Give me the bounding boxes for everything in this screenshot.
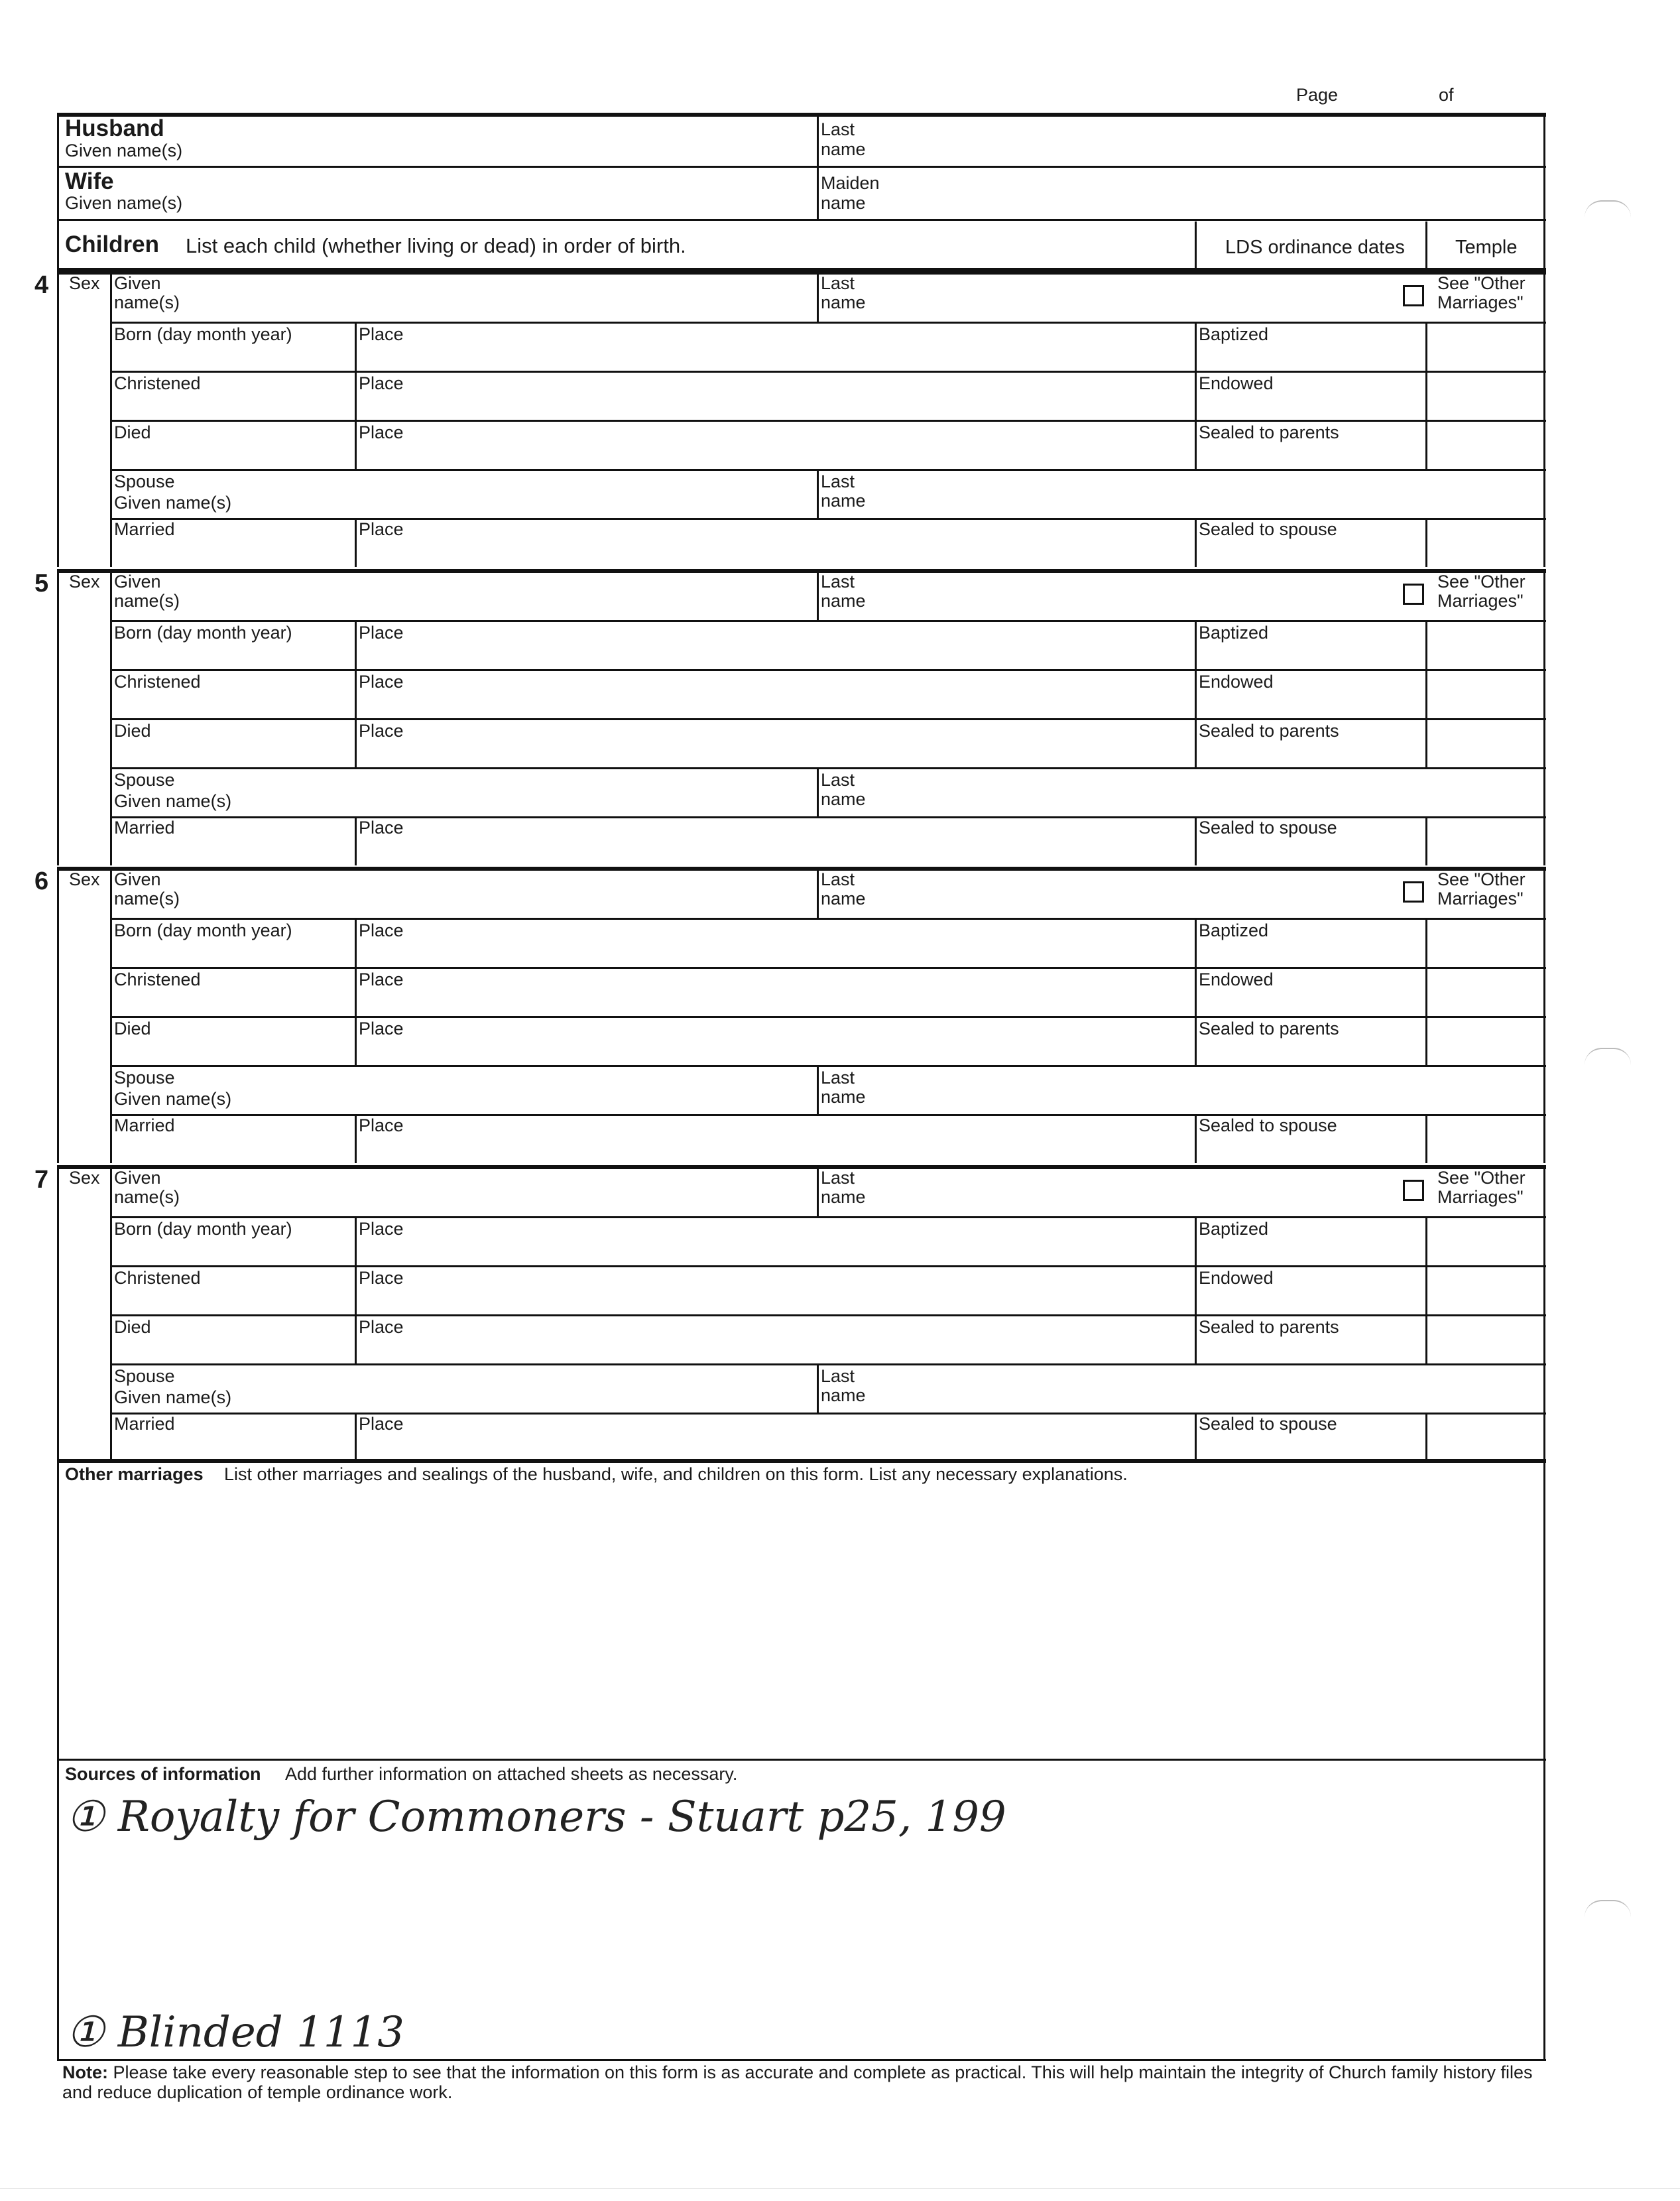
- sex-label: Sex: [69, 273, 100, 293]
- sources-instruction: Add further information on attached sheets as necessary.: [285, 1764, 738, 1784]
- rule: [1543, 113, 1545, 271]
- rule: [817, 469, 819, 518]
- rule: [57, 113, 59, 271]
- endowed-label: Endowed: [1199, 373, 1274, 393]
- sealed-to-spouse-label: Sealed to spouse: [1199, 1414, 1337, 1434]
- spouse-label: Spouse: [114, 1068, 175, 1088]
- sealed-to-spouse-label: Sealed to spouse: [1199, 818, 1337, 838]
- rule: [110, 867, 112, 1163]
- last-label-2: name: [821, 591, 866, 611]
- rule: [1543, 867, 1545, 1163]
- lds-ordinance-header: LDS ordinance dates: [1225, 237, 1405, 258]
- spouse-label: Spouse: [114, 1366, 175, 1386]
- christened-label: Christened: [114, 970, 201, 989]
- rule: [57, 219, 1546, 221]
- died-label: Died: [114, 422, 151, 442]
- rule: [817, 1363, 819, 1413]
- wife-maiden-label-2: name: [821, 193, 866, 213]
- died-place-label: Place: [359, 422, 404, 442]
- wife-given-label: Given name(s): [65, 193, 183, 213]
- rule: [111, 669, 1546, 671]
- married-place-label: Place: [359, 1414, 404, 1434]
- rule: [817, 1065, 819, 1114]
- scan-edge: [0, 2188, 1680, 2189]
- temple-header: Temple: [1455, 237, 1518, 258]
- rule: [111, 1265, 1546, 1267]
- given-label: Given: [114, 869, 161, 889]
- rule: [57, 569, 1546, 573]
- paper-edge-mark: [1585, 1048, 1631, 1065]
- see-other-marriages-label: See "Other: [1437, 572, 1526, 592]
- rule: [111, 718, 1546, 720]
- sex-label: Sex: [69, 1168, 100, 1188]
- husband-title: Husband: [65, 115, 164, 141]
- rule: [355, 620, 357, 767]
- rule: [57, 1165, 59, 1462]
- born-place-label: Place: [359, 324, 404, 344]
- rule: [57, 1759, 1546, 1761]
- rule: [1195, 518, 1197, 567]
- rule: [1425, 518, 1427, 567]
- christened-place-label: Place: [359, 970, 404, 989]
- other-marriages-checkbox[interactable]: [1403, 285, 1424, 306]
- see-other-marriages-label-2: Marriages": [1437, 1187, 1524, 1207]
- form-top-rule: [57, 113, 1546, 117]
- christened-label: Christened: [114, 1268, 201, 1288]
- rule: [57, 271, 59, 567]
- given-label-2: name(s): [114, 889, 180, 909]
- husband-given-label: Given name(s): [65, 141, 183, 160]
- rule: [57, 271, 1546, 275]
- christened-label: Christened: [114, 672, 201, 692]
- last-label-2: name: [821, 889, 866, 909]
- rule: [57, 867, 59, 1163]
- born-place-label: Place: [359, 1219, 404, 1239]
- note: [62, 2062, 1541, 2102]
- see-other-marriages-label-2: Marriages": [1437, 292, 1524, 312]
- rule: [355, 322, 357, 469]
- other-marriages-title: Other marriages: [65, 1464, 204, 1484]
- rule: [111, 371, 1546, 373]
- rule: [110, 569, 112, 865]
- children-instruction: List each child (whether living or dead) in order of birth.: [186, 234, 686, 257]
- sealed-to-parents-label: Sealed to parents: [1199, 1317, 1339, 1337]
- rule: [1425, 816, 1427, 865]
- rule: [817, 569, 819, 620]
- endowed-label: Endowed: [1199, 970, 1274, 989]
- wife-maiden-label: Maiden: [821, 173, 880, 193]
- given-label: Given: [114, 273, 161, 293]
- note-text: Please take every reasonable step to see that the information on this form is as accurate and complete as practical. This will help maintain the integrity of Church family history files and reduce duplication of temple ordinance work.: [62, 2062, 1533, 2102]
- married-place-label: Place: [359, 1115, 404, 1135]
- rule: [355, 1114, 357, 1163]
- last-label: Last: [821, 572, 855, 592]
- christened-place-label: Place: [359, 373, 404, 393]
- sealed-to-parents-label: Sealed to parents: [1199, 721, 1339, 741]
- sealed-to-parents-label: Sealed to parents: [1199, 422, 1339, 442]
- spouse-last-label: Last: [821, 1366, 855, 1386]
- given-label: Given: [114, 572, 161, 592]
- christened-place-label: Place: [359, 1268, 404, 1288]
- rule: [57, 2059, 1546, 2061]
- christened-place-label: Place: [359, 672, 404, 692]
- see-other-marriages-label: See "Other: [1437, 869, 1526, 889]
- married-label: Married: [114, 818, 175, 838]
- born-place-label: Place: [359, 920, 404, 940]
- spouse-last-label: Last: [821, 472, 855, 491]
- rule: [111, 767, 1546, 769]
- died-label: Died: [114, 1317, 151, 1337]
- rule: [1195, 322, 1197, 469]
- baptized-label: Baptized: [1199, 920, 1269, 940]
- rule: [111, 967, 1546, 969]
- rule: [57, 1459, 1546, 1463]
- rule: [57, 1165, 1546, 1169]
- paper-edge-mark: [1585, 1900, 1631, 1917]
- spouse-last-label: Last: [821, 1068, 855, 1088]
- rule: [355, 816, 357, 865]
- died-label: Died: [114, 1019, 151, 1038]
- rule: [355, 1216, 357, 1363]
- rule: [1543, 1459, 1545, 2060]
- rule: [1425, 221, 1427, 269]
- baptized-label: Baptized: [1199, 623, 1269, 643]
- died-place-label: Place: [359, 721, 404, 741]
- spouse-given-label: Given name(s): [114, 1089, 232, 1109]
- spouse-last-label-2: name: [821, 789, 866, 809]
- rule: [110, 271, 112, 567]
- sealed-to-parents-label: Sealed to parents: [1199, 1019, 1339, 1038]
- rule: [111, 918, 1546, 920]
- handwritten-source-1: ① Royalty for Commoners - Stuart p25, 199: [66, 1792, 1006, 1842]
- rule: [111, 469, 1546, 471]
- rule: [111, 1016, 1546, 1018]
- spouse-label: Spouse: [114, 770, 175, 790]
- spouse-given-label: Given name(s): [114, 1387, 232, 1407]
- child-number: 6: [34, 867, 49, 895]
- paper-edge-mark: [1585, 200, 1631, 218]
- married-label: Married: [114, 1115, 175, 1135]
- rule: [817, 113, 819, 219]
- rule: [1195, 918, 1197, 1065]
- husband-last-label: Last: [821, 119, 855, 139]
- rule: [355, 518, 357, 567]
- wife-title: Wife: [65, 168, 114, 194]
- rule: [111, 420, 1546, 422]
- husband-last-label-2: name: [821, 139, 866, 159]
- rule: [1425, 620, 1427, 767]
- given-label: Given: [114, 1168, 161, 1188]
- other-marriages-checkbox[interactable]: [1403, 881, 1424, 903]
- sex-label: Sex: [69, 572, 100, 592]
- rule: [111, 1065, 1546, 1067]
- married-label: Married: [114, 1414, 175, 1434]
- given-label-2: name(s): [114, 591, 180, 611]
- child-number: 5: [34, 570, 49, 597]
- rule: [1195, 1413, 1197, 1462]
- child-number: 7: [34, 1166, 49, 1194]
- married-place-label: Place: [359, 818, 404, 838]
- rule: [817, 767, 819, 816]
- rule: [1195, 620, 1197, 767]
- last-label: Last: [821, 1168, 855, 1188]
- rule: [110, 1165, 112, 1462]
- rule: [1425, 322, 1427, 469]
- other-marriages-checkbox[interactable]: [1403, 584, 1424, 605]
- rule: [1425, 918, 1427, 1065]
- page-label: Page: [1296, 85, 1339, 105]
- children-title: Children: [65, 231, 159, 257]
- christened-label: Christened: [114, 373, 201, 393]
- rule: [355, 918, 357, 1065]
- last-label-2: name: [821, 292, 866, 312]
- died-label: Died: [114, 721, 151, 741]
- endowed-label: Endowed: [1199, 1268, 1274, 1288]
- spouse-last-label-2: name: [821, 491, 866, 511]
- born-label: Born (day month year): [114, 1219, 292, 1239]
- rule: [57, 166, 1546, 168]
- other-marriages-instruction: List other marriages and sealings of the husband, wife, and children on this form. List any necessary explanations.: [224, 1464, 1128, 1484]
- spouse-last-label: Last: [821, 770, 855, 790]
- spouse-given-label: Given name(s): [114, 791, 232, 811]
- rule: [1425, 1216, 1427, 1363]
- died-place-label: Place: [359, 1019, 404, 1038]
- see-other-marriages-label: See "Other: [1437, 273, 1526, 293]
- rule: [817, 1165, 819, 1216]
- see-other-marriages-label-2: Marriages": [1437, 889, 1524, 909]
- spouse-given-label: Given name(s): [114, 493, 232, 513]
- rule: [1425, 1114, 1427, 1163]
- died-place-label: Place: [359, 1317, 404, 1337]
- rule: [111, 1216, 1546, 1218]
- sealed-to-spouse-label: Sealed to spouse: [1199, 1115, 1337, 1135]
- married-place-label: Place: [359, 519, 404, 539]
- rule: [817, 867, 819, 918]
- spouse-last-label-2: name: [821, 1385, 866, 1405]
- rule: [111, 620, 1546, 622]
- sex-label: Sex: [69, 869, 100, 889]
- given-label-2: name(s): [114, 292, 180, 312]
- last-label: Last: [821, 273, 855, 293]
- last-label: Last: [821, 869, 855, 889]
- rule: [1195, 816, 1197, 865]
- given-label-2: name(s): [114, 1187, 180, 1207]
- rule: [1425, 1413, 1427, 1462]
- born-place-label: Place: [359, 623, 404, 643]
- see-other-marriages-label-2: Marriages": [1437, 591, 1524, 611]
- handwritten-source-2: ① Blinded 1113: [66, 2008, 404, 2057]
- rule: [817, 271, 819, 322]
- rule: [57, 569, 59, 865]
- spouse-label: Spouse: [114, 472, 175, 491]
- born-label: Born (day month year): [114, 920, 292, 940]
- of-label: of: [1439, 85, 1454, 105]
- last-label-2: name: [821, 1187, 866, 1207]
- sources-title: Sources of information: [65, 1764, 261, 1784]
- born-label: Born (day month year): [114, 324, 292, 344]
- born-label: Born (day month year): [114, 623, 292, 643]
- sealed-to-spouse-label: Sealed to spouse: [1199, 519, 1337, 539]
- rule: [111, 1314, 1546, 1316]
- rule: [1543, 569, 1545, 865]
- other-marriages-checkbox[interactable]: [1403, 1180, 1424, 1201]
- baptized-label: Baptized: [1199, 1219, 1269, 1239]
- note-title: Note:: [62, 2062, 108, 2082]
- rule: [355, 1413, 357, 1462]
- rule: [1195, 1216, 1197, 1363]
- child-number: 4: [34, 271, 49, 299]
- married-label: Married: [114, 519, 175, 539]
- rule: [57, 1459, 59, 2060]
- endowed-label: Endowed: [1199, 672, 1274, 692]
- rule: [1543, 1165, 1545, 1462]
- rule: [1543, 271, 1545, 567]
- baptized-label: Baptized: [1199, 324, 1269, 344]
- spouse-last-label-2: name: [821, 1087, 866, 1107]
- rule: [111, 1363, 1546, 1365]
- rule: [1195, 221, 1197, 269]
- rule: [57, 867, 1546, 871]
- see-other-marriages-label: See "Other: [1437, 1168, 1526, 1188]
- rule: [111, 322, 1546, 324]
- rule: [1195, 1114, 1197, 1163]
